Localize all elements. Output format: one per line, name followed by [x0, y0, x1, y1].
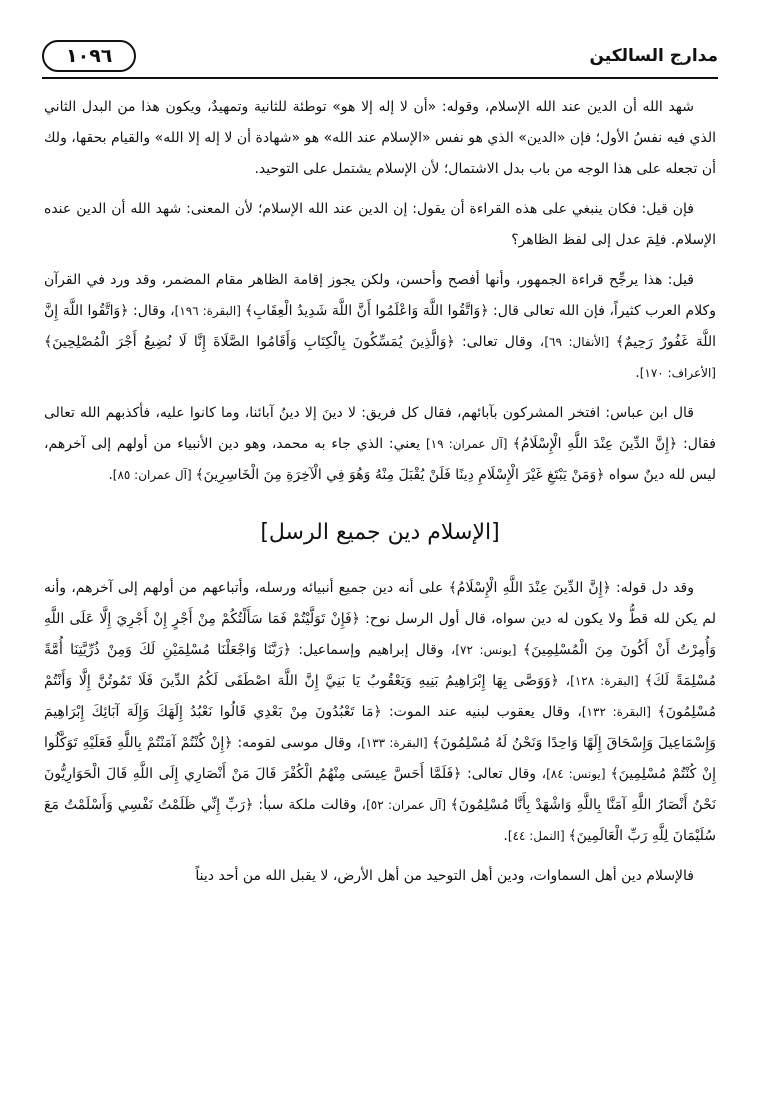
body-text: ، وقال يعقوب لبنيه عند الموت: — [381, 704, 582, 720]
quran-verse: ﴿مَا تَعْبُدُونَ مِنْ بَعْدِي قَالُوا نَعْبُدُ إِلَهَكَ وَإِلَهَ آبَائِكَ إِبْرَاهِيمَ وَإِسْمَاعِيلَ وَإِسْحَاقَ إِلَهًا وَاحِدًا وَنَحْنُ لَهُ مُسْلِمُونَ﴾ — [44, 704, 716, 751]
section-title: [الإسلام دين جميع الرسل] — [260, 520, 500, 545]
body-text: . — [635, 365, 640, 381]
header-rule — [42, 77, 718, 79]
verse-reference: [البقرة: ١٩٦] — [174, 304, 245, 318]
body-text: فإن قيل: فكان ينبغي على هذه القراءة أن يقول: إن الدين عند الله الإسلام؛ لأن المعنى: شهد الله أن الدين عنده الإسلام. فلِمَ عدل إلى لفظ الظاهر؟ — [44, 201, 716, 248]
verse-reference: [الأنفال: ٦٩] — [544, 335, 616, 349]
body-text: وقد دل قوله: — [610, 580, 694, 596]
verse-reference: [يونس: ٧٢] — [455, 643, 524, 657]
body-text: فالإسلام دين أهل السماوات، ودين أهل التوحيد من أهل الأرض، لا يقبل الله من أحد ديناً — [195, 868, 694, 884]
quran-verse: ﴿وَالَّذِينَ يُمَسِّكُونَ بِالْكِتَابِ وَأَقَامُوا الصَّلَاةَ إِنَّا لَا نُضِيعُ أَجْرَ الْمُصْلِحِينَ﴾ — [44, 334, 455, 350]
quran-verse: ﴿وَاتَّقُوا اللَّهَ إِنَّ اللَّهَ غَفُورٌ رَحِيمٌ﴾ — [44, 303, 716, 350]
body-text: على أنه دين جميع أنبيائه ورسله، وأتباعهم من أولهم إلى آخرهم، وأنه لم يكن لله قطُّ ولا يكون له دين سواه، قال أول الرسل نوح: — [44, 580, 717, 627]
body-text: ، — [558, 673, 571, 689]
body-text: ، وقال موسى لقومه: — [232, 735, 362, 751]
verse-reference: [البقرة: ١٣٣] — [361, 736, 432, 750]
running-title: مدارج السالكين — [589, 46, 718, 66]
paragraph — [44, 194, 716, 256]
paragraph — [44, 265, 716, 389]
quran-verse: ﴿رَبَّنَا وَاجْعَلْنَا مُسْلِمَيْنِ لَكَ وَمِنْ ذُرِّيَّتِنَا أُمَّةً مُسْلِمَةً لَكَ﴾ — [44, 642, 716, 689]
paragraph — [44, 398, 716, 491]
page-header — [42, 35, 718, 77]
verse-reference: [النمل: ٤٤] — [507, 829, 569, 843]
verse-reference: [البقرة: ١٣٢] — [581, 705, 658, 719]
paragraph — [44, 861, 716, 892]
quran-verse: ﴿فَلَمَّا أَحَسَّ عِيسَى مِنْهُمُ الْكُفْرَ قَالَ مَنْ أَنْصَارِي إِلَى اللَّهِ قَالَ الْحَوَارِيُّونَ نَحْنُ أَنْصَارُ اللَّهِ آمَنَّا بِاللَّهِ وَاشْهَدْ بِأَنَّا مُسْلِمُونَ﴾ — [44, 766, 717, 813]
body-text: يعني: الذي جاء به محمد، وهو دين الأنبياء من أولهم إلى آخرهم، ليس لله دينٌ سواه — [44, 436, 716, 483]
quran-verse: ﴿وَاتَّقُوا اللَّهَ وَاعْلَمُوا أَنَّ اللَّهَ شَدِيدُ الْعِقَابِ﴾ — [244, 303, 489, 319]
quran-verse: ﴿وَمَنْ يَبْتَغِ غَيْرَ الْإِسْلَامِ دِينًا فَلَنْ يُقْبَلَ مِنْهُ وَهُوَ فِي الْآخِرَةِ مِنَ الْخَاسِرِينَ﴾ — [195, 467, 605, 483]
body-text: . — [108, 467, 113, 483]
body-text: ، وقال إبراهيم وإسماعيل: — [291, 642, 456, 658]
paragraphs-before-section — [44, 92, 716, 491]
verse-reference: [آل عمران: ٥٢] — [366, 798, 451, 812]
paragraph — [44, 573, 716, 852]
quran-verse: ﴿رَبِّ إِنِّي ظَلَمْتُ نَفْسِي وَأَسْلَمْتُ مَعَ سُلَيْمَانَ لِلَّهِ رَبِّ الْعَالَمِينَ﴾ — [44, 797, 716, 844]
verse-reference: [الأعراف: ١٧٠] — [639, 366, 716, 380]
verse-reference: [البقرة: ١٢٨] — [570, 674, 645, 688]
page-body — [44, 92, 716, 901]
quran-verse: ﴿فَإِنْ تَوَلَّيْتُمْ فَمَا سَأَلْتُكُمْ مِنْ أَجْرٍ إِنْ أَجْرِيَ إِلَّا عَلَى اللَّهِ وَأُمِرْتُ أَنْ أَكُونَ مِنَ الْمُسْلِمِينَ﴾ — [44, 611, 716, 658]
quran-verse: ﴿إِنَّ الدِّينَ عِنْدَ اللَّهِ الْإِسْلَامُ﴾ — [448, 580, 611, 596]
body-text: قيل: هذا يرجِّح قراءة الجمهور، وأنها أفصح وأحسن، ولكن يجوز إقامة الظاهر مقام المضمر، وقد ورد في القرآن وكلام العرب كثيراً، فإن الله تعالى قال: — [44, 272, 716, 319]
body-text: ، وقال: — [128, 303, 175, 319]
quran-verse: ﴿وَوَصَّى بِهَا إِبْرَاهِيمُ بَنِيهِ وَيَعْقُوبُ يَا بَنِيَّ إِنَّ اللَّهَ اصْطَفَى لَكُمُ الدِّينَ فَلَا تَمُوتُنَّ إِلَّا وَأَنْتُمْ مُسْلِمُونَ﴾ — [44, 673, 716, 720]
body-text: . — [503, 828, 508, 844]
quran-verse: ﴿إِنَّ الدِّينَ عِنْدَ اللَّهِ الْإِسْلَامُ﴾ — [512, 436, 678, 452]
body-text: ، وقالت ملكة سبأ: — [253, 797, 367, 813]
quran-verse: ﴿إِنْ كُنْتُمْ آمَنْتُمْ بِاللَّهِ فَعَلَيْهِ تَوَكَّلُوا إِنْ كُنْتُمْ مُسْلِمِينَ﴾ — [44, 735, 717, 782]
verse-reference: [آل عمران: ٨٥] — [112, 468, 196, 482]
body-text: ، وقال تعالى: — [461, 766, 547, 782]
page-number: ١٠٩٦ — [42, 40, 136, 72]
body-text: شهد الله أن الدين عند الله الإسلام، وقوله: «أن لا إله إلا هو» توطئة للثانية وتمهيدٌ، ويكون هذا من البدل الثاني الذي فيه نفسُ الأول؛ فإن «الدين» الذي هو نفس «الإسلام عند الله» هو «شهادة أن لا إله إلا الله» والقيام بحقها، ولك أن تجعله على هذا الوجه من باب بدل الاشتمال؛ لأن الإسلام يشتمل على التوحيد. — [44, 99, 716, 177]
body-text: ، وقال تعالى: — [454, 334, 545, 350]
paragraphs-after-section — [44, 573, 716, 892]
body-text: قال ابن عباس: افتخر المشركون بآبائهم، فقال كل فريق: لا دينَ إلا دينُ آبائنا، وما كانوا عليه، فأكذبهم الله تعالى فقال: — [44, 405, 716, 452]
paragraph — [44, 92, 716, 185]
verse-reference: [يونس: ٨٤] — [546, 767, 611, 781]
verse-reference: [آل عمران: ١٩] — [425, 437, 513, 451]
